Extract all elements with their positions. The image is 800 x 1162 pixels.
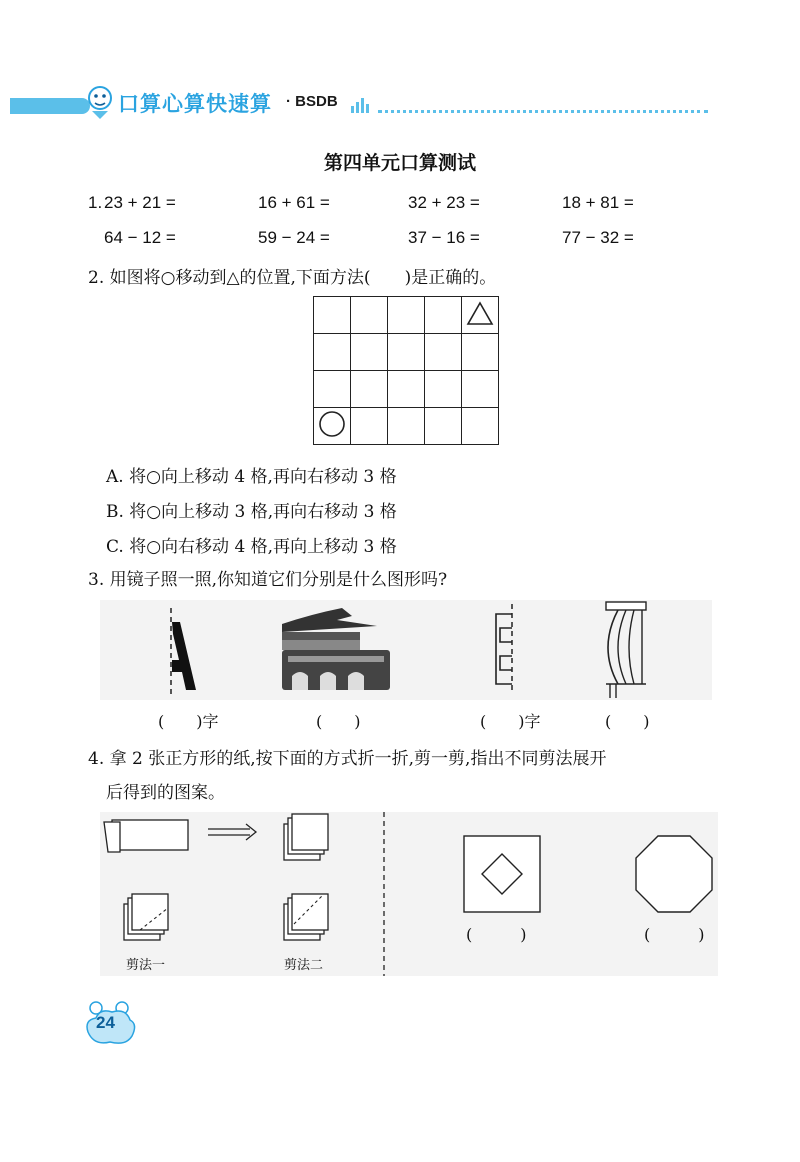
- equation: 16 + 61 =: [258, 193, 330, 212]
- bars-icon: [350, 96, 374, 114]
- cut-method-1-label: 剪法一: [126, 958, 166, 973]
- q1-number: 1.: [88, 193, 103, 212]
- equation: 64 − 12 =: [104, 228, 176, 247]
- answer-blank[interactable]: ( ): [605, 712, 650, 731]
- brand-title: 口算心算快速算: [118, 92, 272, 116]
- option-c: C. 将○向右移动 4 格,再向上移动 3 格: [106, 537, 397, 557]
- mirror-figures-panel: [100, 600, 712, 700]
- equation: 18 + 81 =: [562, 193, 634, 212]
- answer-blank[interactable]: ( )字: [158, 712, 219, 731]
- q3-text: 3. 用镜子照一照,你知道它们分别是什么图形吗?: [88, 570, 448, 590]
- half-shape-figure: [486, 604, 526, 694]
- equation: 32 + 23 =: [408, 193, 480, 212]
- page-number: 24: [96, 1013, 115, 1032]
- half-letter-figure: [158, 608, 198, 698]
- equation: 37 − 16 =: [408, 228, 480, 247]
- move-grid: [313, 296, 499, 445]
- fold-diagram: [100, 812, 360, 976]
- triangle-icon: [465, 299, 495, 327]
- fold-cut-panel: [100, 812, 718, 976]
- answer-blank[interactable]: ( ): [316, 712, 361, 731]
- edition-label: · BSDB: [286, 93, 338, 110]
- square-diamond-pattern: [462, 834, 542, 916]
- option-a: A. 将○向上移动 4 格,再向右移动 3 格: [106, 467, 397, 487]
- equation: 59 − 24 =: [258, 228, 330, 247]
- answer-blank[interactable]: ( ): [466, 925, 527, 944]
- header-accent-bar: [10, 98, 90, 114]
- cut-method-2-label: 剪法二: [284, 958, 324, 973]
- q4-text-line1: 4. 拿 2 张正方形的纸,按下面的方式折一折,剪一剪,指出不同剪法展开: [88, 749, 607, 769]
- equation: 23 + 21 =: [104, 193, 176, 212]
- equation: 77 − 32 =: [562, 228, 634, 247]
- header-dotted-line: [378, 110, 708, 113]
- octagon-pattern: [634, 834, 714, 916]
- answer-blank[interactable]: ( )字: [480, 712, 541, 731]
- dashed-divider: [382, 812, 386, 976]
- q4-text-line2: 后得到的图案。: [106, 783, 225, 803]
- option-b: B. 将○向上移动 3 格,再向右移动 3 格: [106, 502, 397, 522]
- half-lantern-figure: [598, 600, 648, 698]
- mascot-icon: [82, 80, 118, 120]
- half-building-figure: [282, 602, 402, 694]
- circle-icon: [317, 409, 347, 439]
- page-title: 第四单元口算测试: [323, 152, 476, 174]
- q2-text: 2. 如图将○移动到△的位置,下面方法( )是正确的。: [88, 268, 497, 288]
- answer-blank[interactable]: ( ): [644, 925, 705, 944]
